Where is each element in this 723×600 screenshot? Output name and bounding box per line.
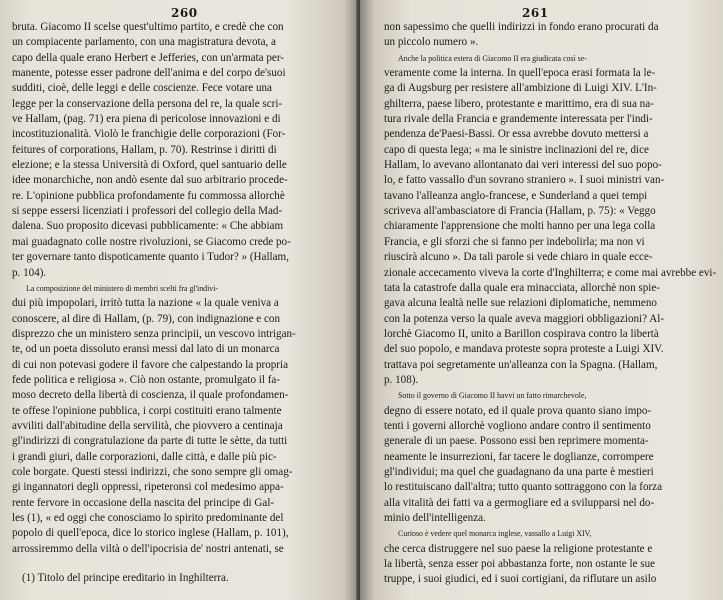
text-line: incostituzionalità. Violò le franchigie delle corporazioni (For- [12, 128, 286, 141]
text-line: conoscere, al dire di Hallam, (p. 79), con indignazione e con [12, 312, 280, 325]
page-number: 260 [171, 6, 198, 20]
text-line: che cerca distruggere nel suo paese la religione protestante e [384, 542, 653, 555]
text-line: capo della quale erano Herbert e Jefferies, con un'armata per- [12, 51, 284, 64]
text-line: scriveva all'ambasciatore di Francia (Hallam, p. 75): « Veggo [384, 205, 656, 218]
text-line: tavano l'alleanza anglo-francese, e Sunderland a quei tempi [384, 189, 648, 202]
text-line: mai guadagnato colle nostre rivoluzioni, se Giacomo crede po- [12, 235, 291, 248]
text-line: idee monarchiche, non andò esente dal suo arbitrario procede- [12, 174, 288, 187]
text-line: si seppe essersi licenziati i professori del collegio della Mad- [12, 205, 283, 218]
text-line: p. 108). [384, 373, 419, 386]
text-line: un compiacente parlamento, con una magistratura devota, a [12, 36, 276, 49]
text-line: dalena. Suo proposito dicevasi pubblicamente: « Che abbiam [12, 220, 284, 233]
page-body-text [384, 20, 718, 588]
text-line: legge per la conservazione della persona del re, la quale scri- [12, 97, 283, 110]
text-line: ghilterra, paese libero, protestante e marittimo, era di sua na- [384, 97, 654, 110]
text-line: popolo di quell'epoca, dice lo storico inglese (Hallam, p. 101), [12, 527, 289, 540]
text-line: tura rivale della Francia e grandemente interessata per l'indi- [384, 113, 653, 126]
text-line: fede politica e religiosa ». Ciò non ostante, promulgato il fa- [12, 373, 281, 386]
text-line: lorchè Giacomo II, unito a Barillon cospirava contro la libertà [384, 327, 659, 340]
text-line: di cui non potevasi godere il favore che calpestando la propria [12, 358, 289, 371]
text-line: Hallam, lo avevano allontanato dai veri interessi del suo popo- [384, 159, 662, 172]
text-line: capo di questa lega; « ma le sinistre inclinazioni del re, dice [384, 143, 649, 156]
text-line: te offese l'opinione pubblica, i corpi costituiti erano talmente [12, 404, 282, 417]
text-line: zionale accecamento viveva la corte d'Inghilterra; e come mai avrebbe evi- [384, 266, 717, 279]
page-body-text [12, 20, 350, 557]
left-page [0, 0, 358, 600]
text-line: neamente le insurrezioni, far tacere le doglianze, corrompere [384, 450, 654, 463]
text-line: trattava poi segretamente un'alleanza con la Spagna. (Hallam, [384, 358, 658, 371]
text-line: riuscirà alcuno ». Da tali parole si vede chiaro in quale ecce- [384, 251, 653, 264]
text-line: i grandi giuri, dalle corporazioni, dalle città, e dalle più pic- [12, 450, 277, 463]
text-line: cole borgate. Questi stessi indirizzi, che sono sempre gli omag- [12, 465, 293, 478]
text-line: veramente come la interna. In quell'epoca erasi formata la le- [384, 67, 656, 80]
text-line: elezione; e la stessa Università di Oxford, quel santuario delle [12, 159, 287, 172]
text-line: rente fervore in occasione della nascita del principe di Gal- [12, 496, 275, 509]
text-line: feitures of corporations, Hallam, p. 70). Restrinse i diritti di [12, 143, 277, 156]
text-line: minio dell'intelligenza. [384, 512, 486, 524]
text-line: sudditi, cioè, delle leggi e delle coscienze. Fece votare una [12, 82, 272, 95]
text-line: con la potenza verso la quale aveva maggiori obbligazioni? Al- [384, 312, 665, 325]
right-page [360, 0, 723, 600]
text-line: del suo popolo, e mandava proteste sopra proteste a Luigi XIV. [384, 343, 664, 356]
text-line: tata la catastrofe dalla quale era minacciata, allorchè non spie- [384, 281, 660, 294]
text-line: La composizione del ministero di membri scelti fra gl'indivi- [26, 283, 219, 293]
text-line: Sotto il governo di Giacomo II havvi un fatto rimarchevole, [398, 391, 587, 401]
text-line: ga di Augsburg per resistere all'ambizione di Luigi XIV. L'In- [384, 82, 657, 95]
text-line: moso decreto della libertà di coscienza, il quale profondamen- [12, 389, 289, 402]
text-line: Curioso è vedere quel monarca inglese, vassallo a Luigi XIV, [398, 529, 592, 539]
text-line: p. 104). [12, 266, 47, 279]
text-line: non sapessimo che quelli indirizzi in fondo erano procurati da [384, 21, 659, 33]
text-line: re. L'opinione pubblica profondamente fu commossa allorchè [12, 189, 285, 202]
text-line: disprezzo che un ministero senza principii, un vescovo intrigan- [12, 327, 296, 340]
text-line: manente, potesse esser padrone dell'anima e del corpo de'suoi [12, 67, 286, 80]
text-line: un piccolo numero ». [384, 36, 479, 49]
text-line: tenti i governi allorchè vogliono andare contro il sentimento [384, 419, 651, 432]
text-line: lo, e fatto vassallo d'un sovrano straniero ». I suoi ministri van- [384, 174, 665, 187]
text-line: ter governare tanto dispoticamente quanto i Tudor? » (Hallam, [12, 251, 289, 264]
text-line: la libertà, senza esser poi abbastanza forte, non ostante le sue [384, 558, 656, 571]
text-line: arrossiremmo della viltà o dell'ipocrisia de' nostri antenati, se [12, 542, 284, 555]
text-line: ve Hallam, (pag. 71) era piena di pericolose innovazioni e di [12, 113, 281, 126]
text-line: bruta. Giacomo II scelse quest'ultimo partito, e credè che con [12, 21, 284, 33]
text-line: dui più impopolari, irritò tutta la nazione « la quale veniva a [12, 297, 279, 310]
text-line: lo restituiscano dall'altra; tutto quanto sottraggono con la forza [384, 481, 663, 494]
page-number: 261 [522, 6, 549, 20]
text-line: gi ingannatori degli oppressi, ripeteronsi col medesimo appa- [12, 481, 284, 494]
text-line: avviliti dall'abitudine della servilità, che piovvero a centinaja [12, 419, 283, 432]
text-line: alla vitalità dei fatti va a germogliare ed a svilupparsi nel do- [384, 496, 655, 509]
text-line: truppe, i suoi giudici, ed i suoi cortigiani, da riflutare un asilo [384, 573, 657, 586]
text-line: les (1), « ed oggi che conosciamo lo spirito predominante del [12, 512, 284, 524]
text-line: gava alcuna lealtà nelle sue relazioni diplomatiche, nemmeno [384, 297, 657, 310]
text-line: Francia, e gli sforzi che si fanno per indebolirla; ma non vi [384, 235, 645, 248]
text-line: chiaramente l'apprensione che molti hanno per una lega colla [384, 220, 656, 233]
text-line: degno di essere notato, ed il quale prova quanto siano impo- [384, 404, 652, 417]
text-line: gl'indirizzi di congratulazione da parte di tutte le sètte, da tutti [12, 435, 288, 448]
text-line: pendenza de'Paesi-Bassi. Or essa avrebbe dovuto mettersi a [384, 128, 649, 141]
text-line: Anche la politica estera di Giacomo II era giudicata così se- [398, 53, 587, 63]
footnote: (1) Titolo del principe ereditario in Inghilterra. [22, 572, 229, 584]
text-line: te, od un poeta dissoluto eransi messi dal lato di un monarca [12, 343, 280, 356]
text-line: gl'individui; ma quel che guadagnano da una parte è mestieri [384, 465, 654, 478]
text-line: generale di un paese. Possono essi ben reprimere momenta- [384, 435, 649, 448]
